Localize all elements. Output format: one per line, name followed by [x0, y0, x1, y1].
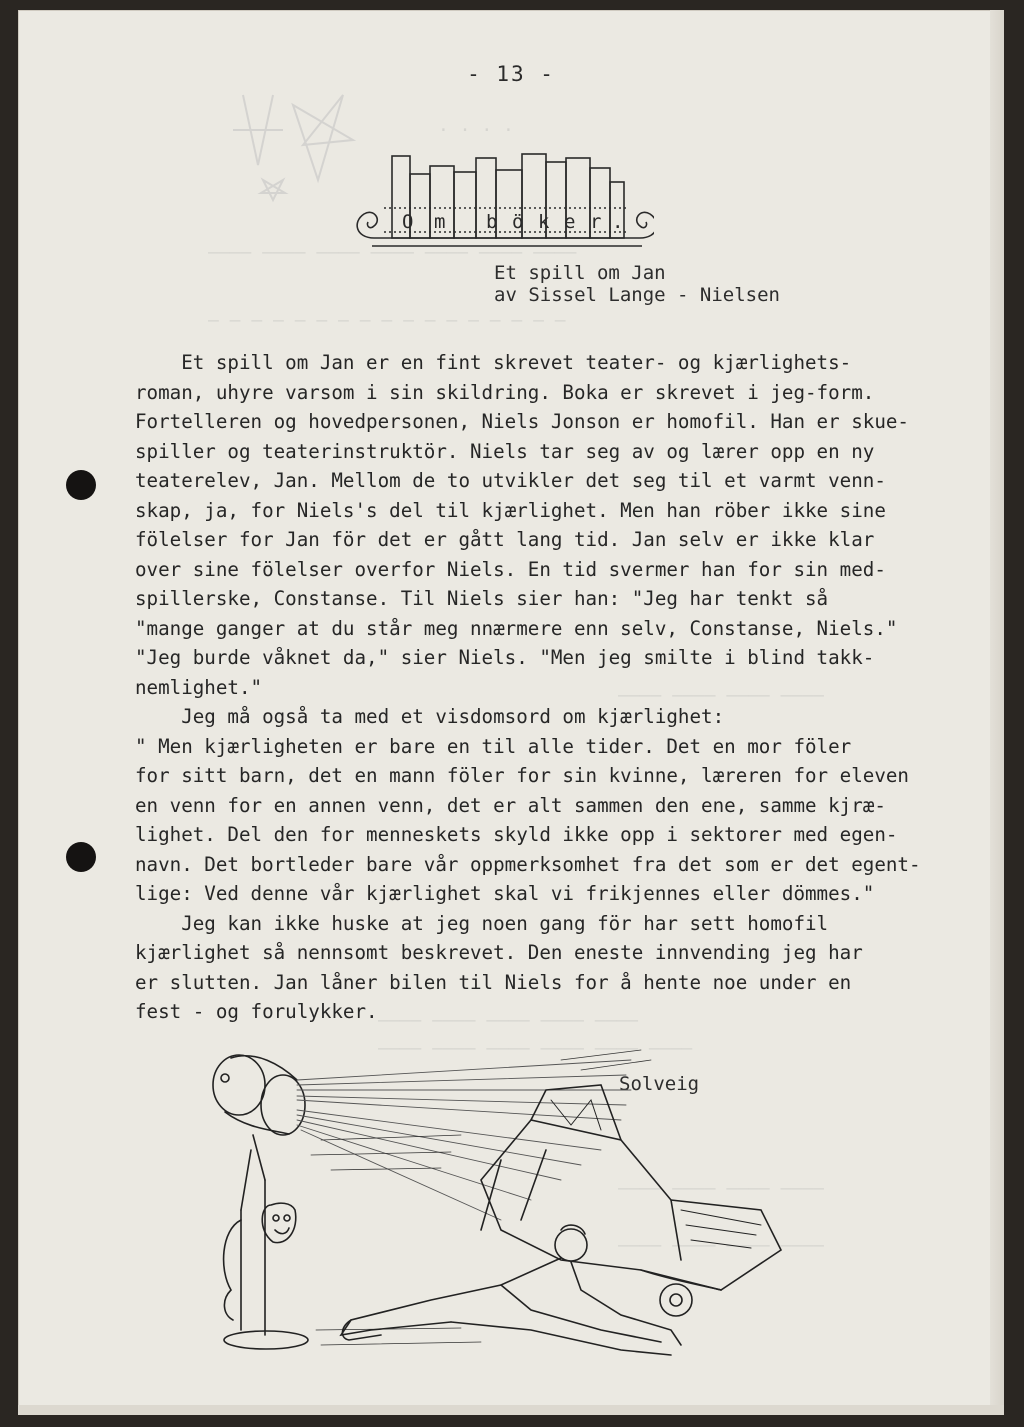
page-number: - 13 - — [467, 62, 555, 86]
book-author-line: av Sissel Lange - Nielsen — [494, 284, 780, 306]
shelf-letter: O — [402, 211, 414, 233]
show-through-mark: ———— ———— ———— ———— ———— ———— — [378, 1038, 693, 1059]
text-line: teaterelev, Jan. Mellom de to utvikler det seg til et varmt venn- — [135, 469, 886, 492]
shelf-letter: ö — [512, 211, 524, 233]
shelf-letter: b — [486, 211, 498, 233]
text-line: fest - og forulykker. — [135, 1000, 378, 1023]
text-line: roman, uhyre varsom i sin skildring. Boka er skrevet i jeg-form. — [135, 380, 875, 404]
text-line: lige: Ved denne vår kjærlighet skal vi frikjennes eller dömmes." — [135, 882, 875, 905]
page-sheet — [18, 10, 1004, 1415]
text-line: navn. Det bortleder bare vår oppmerksomhet fra det som er det egent- — [135, 852, 921, 876]
text-line: Fortelleren og hovedpersonen, Niels Jonson er homofil. Han er skue- — [135, 410, 909, 433]
shelf-letter: . — [612, 211, 624, 233]
bookshelf-heading — [344, 146, 654, 266]
text-line: en venn for en annen venn, det er alt sammen den ene, samme kjræ- — [135, 793, 886, 817]
text-line: over sine fölelser overfor Niels. En tid svermer han for sin med- — [135, 557, 886, 581]
text-line: fölelser for Jan för det er gått lang tid. Jan selv er ikke klar — [135, 528, 875, 551]
page-edge-right — [990, 10, 1004, 1415]
show-through-mark: · · · · — [438, 120, 514, 141]
show-through-mark: ———— ———— ———— ———— ———— ———— ———— — [208, 242, 577, 263]
text-line: Et spill om Jan er en fint skrevet teater- og kjærlighets- — [135, 351, 852, 374]
show-through-mark: ———— ———— ———— ———— — [618, 1178, 824, 1199]
show-through-mark: ———— ———— ———— ———— — [618, 685, 824, 706]
review-body — [135, 348, 965, 1027]
show-through-mark: ———— ———— ———— ———— ———— — [378, 1010, 639, 1031]
crash-illustration — [201, 1030, 841, 1370]
text-line: nemlighet." — [135, 675, 263, 699]
text-line: Jeg kan ikke huske at jeg noen gang för har sett homofil — [135, 911, 829, 935]
text-line: spiller og teaterinstruktör. Niels tar seg av og lærer opp en ny — [135, 439, 875, 463]
page-edge-bottom — [18, 1405, 1004, 1415]
text-line: skap, ja, for Niels's del til kjærlighet. Men han röber ikke sine — [135, 498, 886, 522]
show-through-mark: — — — — — — — — — — — — — — — — — — [208, 310, 566, 331]
shelf-letter: e — [564, 211, 576, 233]
shelf-letter: k — [538, 211, 550, 233]
text-line: er slutten. Jan låner bilen til Niels for å hente noe under en — [135, 970, 852, 994]
text-line: lighet. Del den for menneskets skyld ikke opp i sektorer med egen- — [135, 823, 898, 846]
text-line: kjærlighet så nennsomt beskrevet. Den eneste innvending jeg har — [135, 941, 863, 964]
punch-hole-upper — [66, 470, 96, 500]
punch-hole-lower — [66, 842, 96, 872]
text-line: spillerske, Constanse. Til Niels sier han: "Jeg har tenkt så — [135, 587, 829, 610]
text-line: "mange ganger at du står meg nnærmere enn selv, Constanse, Niels." — [135, 616, 898, 640]
book-title-line: Et spill om Jan — [494, 262, 666, 284]
text-line: "Jeg burde våknet da," sier Niels. "Men jeg smilte i blind takk- — [135, 646, 875, 669]
signature: Solveig — [619, 1073, 700, 1095]
text-line: " Men kjærligheten er bare en til alle tider. Det en mor föler — [135, 734, 852, 758]
text-line: Jeg må også ta med et visdomsord om kjærlighet: — [135, 705, 725, 728]
text-line: for sitt barn, det en mann föler for sin kvinne, læreren for eleven — [135, 764, 909, 787]
shelf-letter: r — [590, 211, 602, 233]
show-through-mark: ———— ———— ———— ———— — [618, 1235, 824, 1256]
shelf-letter: m — [434, 211, 446, 233]
